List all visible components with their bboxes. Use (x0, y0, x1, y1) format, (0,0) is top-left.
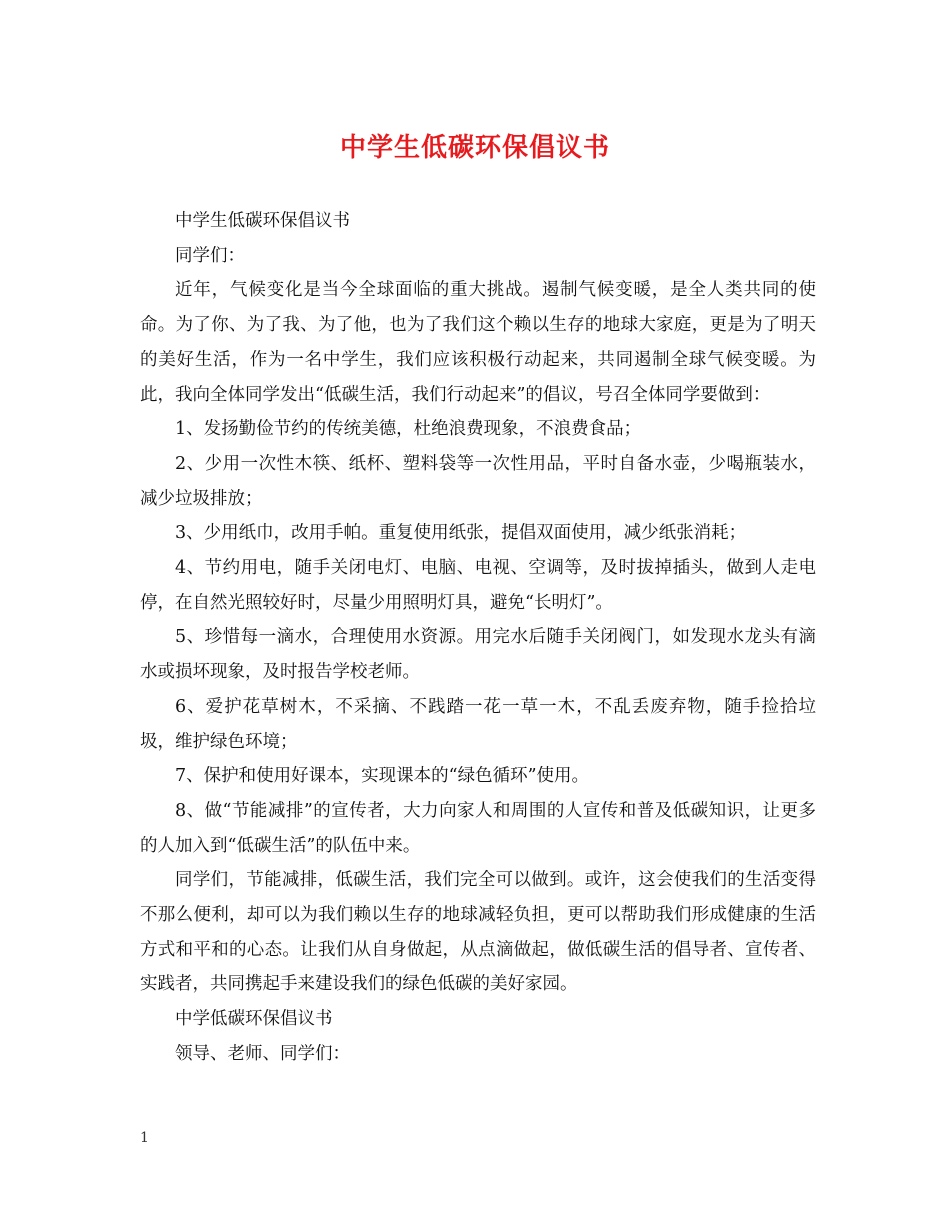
page-number: 1 (140, 1130, 149, 1146)
paragraph-subtitle: 中学生低碳环保倡议书 (175, 211, 350, 231)
paragraph-item-4: 4、节约用电，随手关闭电灯、电脑、电视、空调等，及时拔掉插头，做到人走电停，在自然光照较好时，尽量少用照明灯具，避免“长明灯”。 (140, 558, 816, 613)
paragraph-second-salutation: 领导、老师、同学们： (175, 1043, 350, 1064)
paragraph-item-3: 3、少用纸巾，改用手帕。重复使用纸张，提倡双面使用，减少纸张消耗； (175, 523, 747, 544)
paragraph-item-8: 8、做“节能减排”的宣传者，大力向家人和周围的人宣传和普及低碳知识，让更多的人加入到“低碳生活”的队伍中来。 (140, 800, 816, 856)
document-body (140, 204, 816, 1072)
document-title: 中学生低碳环保倡议书 (339, 133, 610, 163)
paragraph-item-1: 1、发扬勤俭节约的传统美德，杜绝浪费现象，不浪费食品； (175, 419, 642, 440)
paragraph-intro: 近年，气候变化是当今全球面临的重大挑战。遏制气候变暖，是全人类共同的使命。为了你、为了我、为了他，也为了我们这个赖以生存的地球大家庭，更是为了明天的美好生活，作为一名中学生，我们应该积极行动起来，共同遏制全球气候变暖。为此，我向全体同学发出“低碳生活，我们行动起来”的倡议，号召全体同学要做到： (140, 280, 816, 405)
paragraph-second-title: 中学低碳环保倡议书 (175, 1009, 333, 1030)
paragraph-salutation: 同学们： (175, 245, 245, 266)
paragraph-conclusion: 同学们，节能减排，低碳生活，我们完全可以做到。或许，这会使我们的生活变得不那么便利，却可以为我们赖以生存的地球减轻负担，更可以帮助我们形成健康的生活方式和平和的心态。让我们从自身做起，从点滴做起，做低碳生活的倡导者、宣传者、实践者，共同携起手来建设我们的绿色低碳的美好家园。 (140, 870, 816, 995)
paragraph-item-7: 7、保护和使用好课本，实现课本的“绿色循环”使用。 (175, 766, 590, 787)
paragraph-item-6: 6、爱护花草树木，不采摘、不践踏一花一草一木，不乱丢废弃物，随手捡拾垃圾，维护绿色环境； (140, 696, 816, 752)
paragraph-item-2: 2、少用一次性木筷、纸杯、塑料袋等一次性用品，平时自备水壶，少喝瓶装水，减少垃圾排放； (140, 453, 816, 509)
paragraph-item-5: 5、珍惜每一滴水，合理使用水资源。用完水后随手关闭阀门，如发现水龙头有滴水或损坏现象，及时报告学校老师。 (140, 627, 816, 683)
